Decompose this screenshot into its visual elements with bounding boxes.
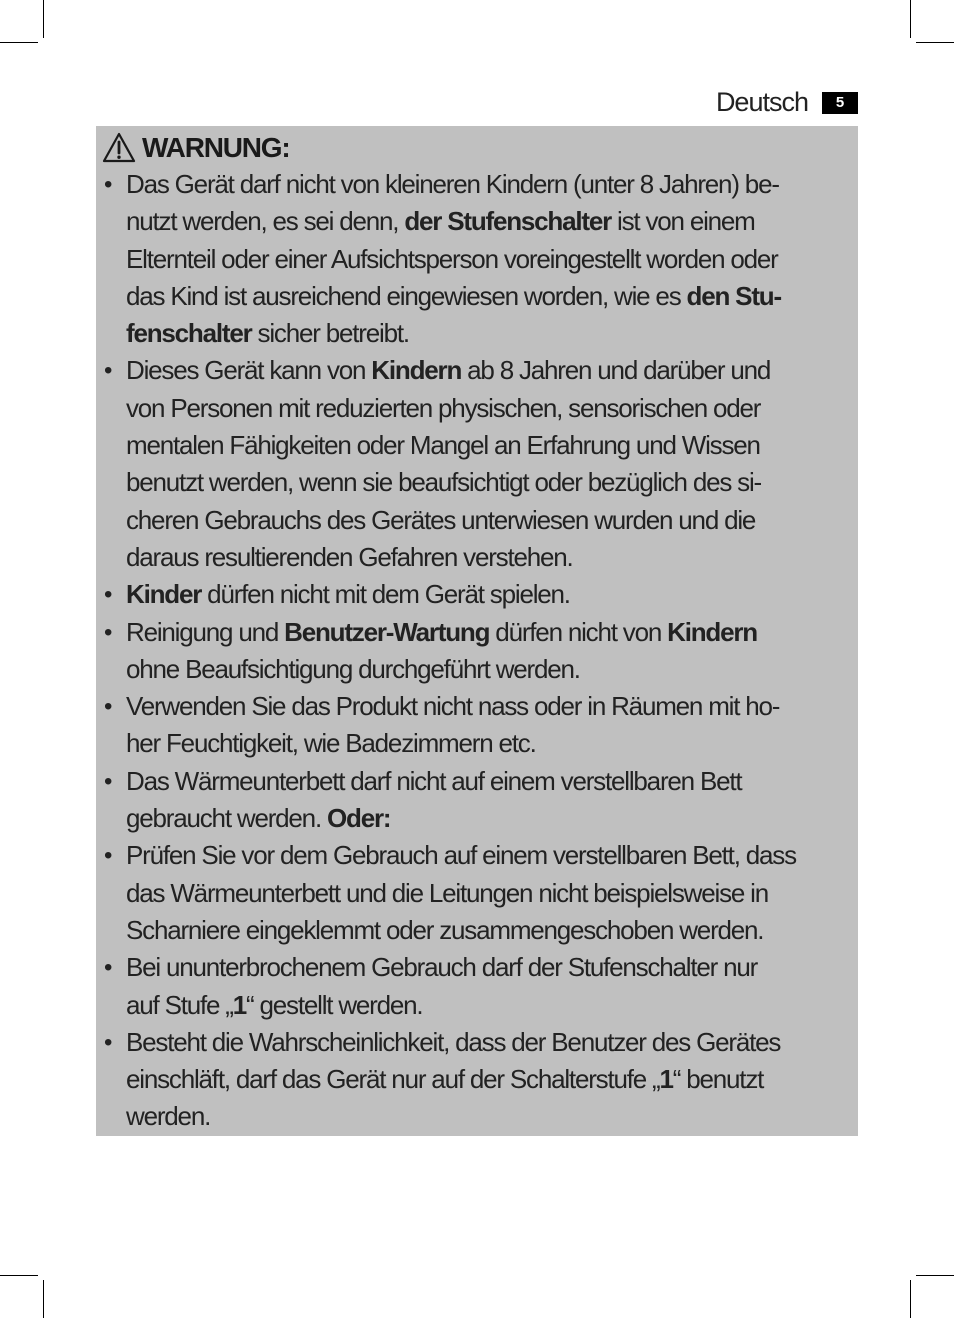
crop-mark bbox=[43, 1280, 44, 1318]
list-item-text: Prüfen Sie vor dem Gebrauch auf einem verstellbaren Bett, dass das Wärmeunterbett und die Leitungen nicht beispielsweise in Scharniere eingeklemmt oder zusammengeschoben werden. bbox=[126, 840, 796, 945]
bold-run: der Stufenschalter bbox=[404, 206, 612, 237]
crop-mark bbox=[916, 1275, 954, 1276]
list-item bbox=[96, 576, 858, 613]
crop-mark bbox=[910, 0, 911, 38]
bold-run: fenschalter bbox=[126, 318, 252, 349]
crop-mark bbox=[0, 42, 38, 43]
bullet-dot: • bbox=[104, 171, 112, 198]
page-header bbox=[716, 87, 858, 118]
bullet-dot: • bbox=[104, 1028, 112, 1056]
crop-mark bbox=[916, 42, 954, 43]
bold-run: 1 bbox=[659, 1064, 673, 1095]
list-item-text: Besteht die Wahrscheinlichkeit, dass der Benutzer des Gerätes einschläft, darf das Gerät nur auf der Schalterstufe „1“ benutzt werden. bbox=[126, 1026, 781, 1132]
bold-run: Benutzer-Wartung bbox=[284, 616, 490, 647]
crop-mark bbox=[43, 0, 44, 38]
list-item-text: Verwenden Sie das Produkt nicht nass oder in Räumen mit ho- her Feuchtigkeit, wie Badezimmern etc. bbox=[126, 691, 780, 759]
list-item bbox=[96, 352, 858, 576]
bold-run: Kindern bbox=[371, 355, 462, 386]
bullet-dot: • bbox=[104, 954, 112, 982]
bold-run: Kindern bbox=[667, 616, 757, 647]
warning-box bbox=[96, 126, 858, 1136]
warning-title: WARNUNG: bbox=[142, 132, 290, 163]
warning-triangle-icon bbox=[102, 132, 136, 164]
bold-run: 1 bbox=[232, 989, 247, 1020]
bullet-dot: • bbox=[104, 767, 112, 795]
bullet-dot: • bbox=[104, 357, 112, 385]
bullet-dot: • bbox=[104, 693, 112, 721]
list-item-text: Dieses Gerät kann von Kindern ab 8 Jahren und darüber und von Personen mit reduzierten physischen, sensorischen oder mentalen Fähigkeiten oder Mangel an Erfahrung und Wissen benutzt werden, wenn sie beaufsichtigt oder bezüglich des si- cheren Gebrauchs des Gerätes unterwiesen wurden und die daraus resultierenden Gefahren verstehen. bbox=[126, 355, 771, 572]
bullet-dot: • bbox=[104, 581, 112, 609]
list-item-text: Bei ununterbrochenem Gebrauch darf der Stufenschalter nur auf Stufe „1“ gestellt werden. bbox=[126, 952, 758, 1020]
list-item bbox=[96, 763, 858, 838]
list-item bbox=[96, 166, 858, 352]
list-item-text: Reinigung und Benutzer-Wartung dürfen nicht von Kindern ohne Beaufsichtigung durchgeführt werden. bbox=[126, 616, 757, 684]
list-item-text: Kinder dürfen nicht mit dem Gerät spielen. bbox=[126, 579, 570, 610]
warning-heading bbox=[102, 130, 290, 166]
crop-mark bbox=[910, 1280, 911, 1318]
list-item-text: Das Gerät darf nicht von kleineren Kindern (unter 8 Jahren) be- nutzt werden, es sei denn, der Stufenschalter ist von einem Elternteil oder einer Aufsichtsperson voreingestellt worden oder das Kind ist ausreichend eingewiesen worden, wie es den Stu- fenschalter sicher betreibt. bbox=[126, 169, 781, 349]
page-number: 5 bbox=[822, 92, 858, 114]
list-item bbox=[96, 837, 858, 949]
warning-list bbox=[96, 166, 858, 1136]
crop-mark bbox=[0, 1275, 38, 1276]
list-item-text: Das Wärmeunterbett darf nicht auf einem verstellbaren Bett gebraucht werden. Oder: bbox=[126, 765, 742, 834]
list-item bbox=[96, 1024, 858, 1136]
bold-run: Oder: bbox=[327, 803, 391, 834]
bullet-dot: • bbox=[104, 842, 112, 870]
bold-run: Kinder bbox=[126, 579, 202, 610]
language-label: Deutsch bbox=[715, 87, 808, 117]
list-item bbox=[96, 949, 858, 1024]
list-item bbox=[96, 688, 858, 763]
bold-run: den Stu- bbox=[686, 280, 781, 311]
list-item bbox=[96, 614, 858, 689]
bullet-dot: • bbox=[104, 618, 112, 646]
